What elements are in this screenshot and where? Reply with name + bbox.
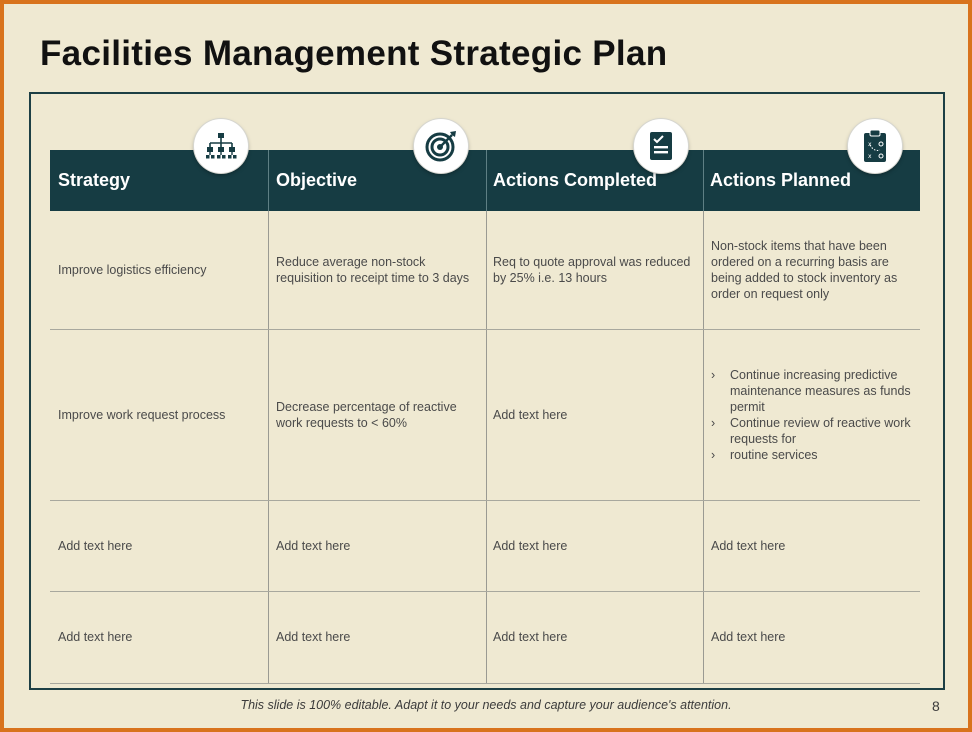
cell-planned-3 xyxy=(711,500,917,591)
cell-strategy-3 xyxy=(58,500,263,591)
hierarchy-icon xyxy=(194,119,248,173)
cell-text: Add text here xyxy=(58,538,133,553)
svg-text:x: x xyxy=(868,141,872,148)
header-actions-completed: Actions Completed xyxy=(493,170,658,190)
cell-strategy-1 xyxy=(58,211,263,329)
cell-objective-1 xyxy=(276,211,476,329)
cell-text: Add text here xyxy=(493,407,568,422)
cell-planned-1 xyxy=(711,211,917,329)
header-actions-planned: Actions Planned xyxy=(710,170,852,190)
target-icon xyxy=(414,119,468,173)
cell-objective-4 xyxy=(276,591,476,683)
bullet-item: › routine services xyxy=(711,447,917,463)
cell-text: Decrease percentage of reactive work requests to < 60% xyxy=(276,399,457,430)
cell-text: Add text here xyxy=(711,630,786,644)
column-divider xyxy=(703,150,704,211)
cell-planned-2 xyxy=(711,329,917,500)
cell-text: Add text here xyxy=(493,538,568,553)
checklist-icon xyxy=(634,119,688,173)
cell-completed-1 xyxy=(493,211,693,329)
column-divider xyxy=(486,150,487,211)
cell-text: Add text here xyxy=(493,630,568,644)
cell-completed-4 xyxy=(493,591,693,683)
cell-text: Improve logistics efficiency xyxy=(58,263,207,277)
cell-completed-3 xyxy=(493,500,693,591)
planned-bullet-list xyxy=(711,367,917,463)
header-strategy: Strategy xyxy=(58,170,131,190)
cell-text: Add text here xyxy=(276,630,351,644)
cell-objective-2 xyxy=(276,329,476,500)
page-number: 8 xyxy=(932,698,940,714)
cell-text: Reduce average non-stock requisition to receipt time to 3 days xyxy=(276,255,470,285)
column-divider xyxy=(268,211,269,684)
slide-title: Facilities Management Strategic Plan xyxy=(40,34,668,73)
cell-text: Improve work request process xyxy=(58,407,226,422)
cell-text: Add text here xyxy=(276,538,351,553)
cell-completed-2 xyxy=(493,329,693,500)
clipboard-plan-icon xyxy=(848,119,902,173)
column-divider xyxy=(703,211,704,684)
slide xyxy=(4,4,968,728)
header-objective: Objective xyxy=(276,170,358,190)
cell-objective-3 xyxy=(276,500,476,591)
bullet-item: › Continue increasing predictive maintenance measures as funds permit xyxy=(711,367,917,415)
row-divider xyxy=(50,683,920,684)
cell-text: Req to quote approval was reduced by 25% i.e. 13 hours xyxy=(493,255,691,285)
cell-text: Non-stock items that have been ordered on a recurring basis are being added to stock inventory as order on request only xyxy=(711,239,898,301)
column-divider xyxy=(486,211,487,684)
footer-note: This slide is 100% editable. Adapt it to your needs and capture your audience's attention. xyxy=(240,698,732,712)
cell-strategy-2 xyxy=(58,329,263,500)
cell-planned-4 xyxy=(711,591,917,683)
cell-strategy-4 xyxy=(58,591,263,683)
svg-text:x: x xyxy=(868,153,872,160)
column-divider xyxy=(268,150,269,211)
cell-text: Add text here xyxy=(711,538,786,553)
bullet-item: › Continue review of reactive work requests for xyxy=(711,415,917,447)
cell-text: Add text here xyxy=(58,630,133,644)
